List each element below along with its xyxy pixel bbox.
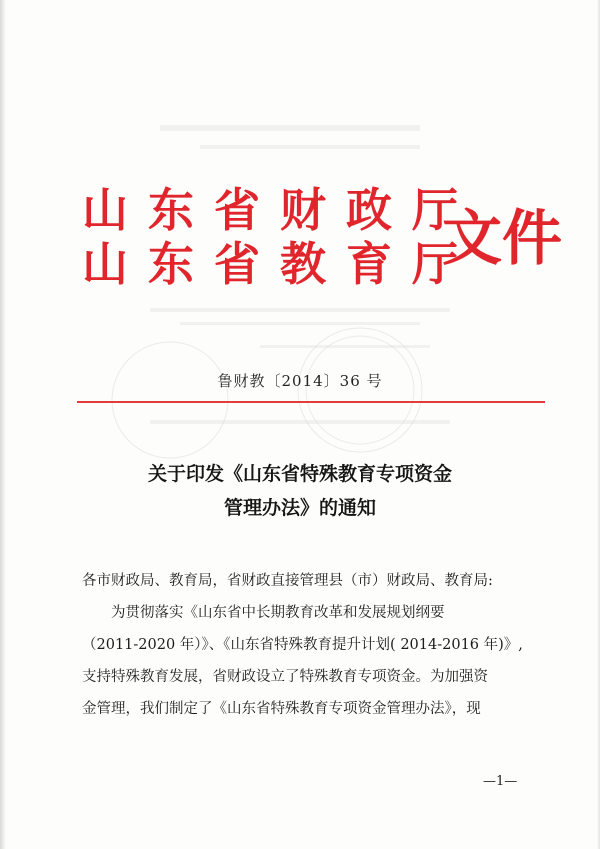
letterhead xyxy=(82,180,562,310)
body-line: （2011-2020 年）》、《山东省特殊教育提升计划( 2014-2016 年)》, xyxy=(82,637,523,653)
body-line: 金管理，我们制定了《山东省特殊教育专项资金管理办法》，现 xyxy=(82,701,481,717)
document-type-label: 文件 xyxy=(442,204,562,274)
document-body xyxy=(82,565,552,725)
red-divider-line xyxy=(77,401,545,403)
body-line: 为贯彻落实《山东省中长期教育改革和发展规划纲要 xyxy=(111,605,445,621)
scan-edge-left xyxy=(0,0,6,849)
page-number: —1— xyxy=(483,774,518,789)
issuer-finance-dept: 山东省财政厅 xyxy=(82,183,478,237)
document-title xyxy=(0,457,600,525)
document-number: 鲁财教〔2014〕36 号 xyxy=(217,372,383,390)
issuer-education-dept: 山东省教育厅 xyxy=(82,237,478,291)
title-line-1: 关于印发《山东省特殊教育专项资金 xyxy=(147,463,452,485)
title-line-2: 管理办法》的通知 xyxy=(223,497,376,519)
salutation: 各市财政局、教育局，省财政直接管理县（市）财政局、教育局: xyxy=(82,573,493,589)
body-line: 支持特殊教育发展，省财政设立了特殊教育专项资金。为加强资 xyxy=(82,669,488,685)
